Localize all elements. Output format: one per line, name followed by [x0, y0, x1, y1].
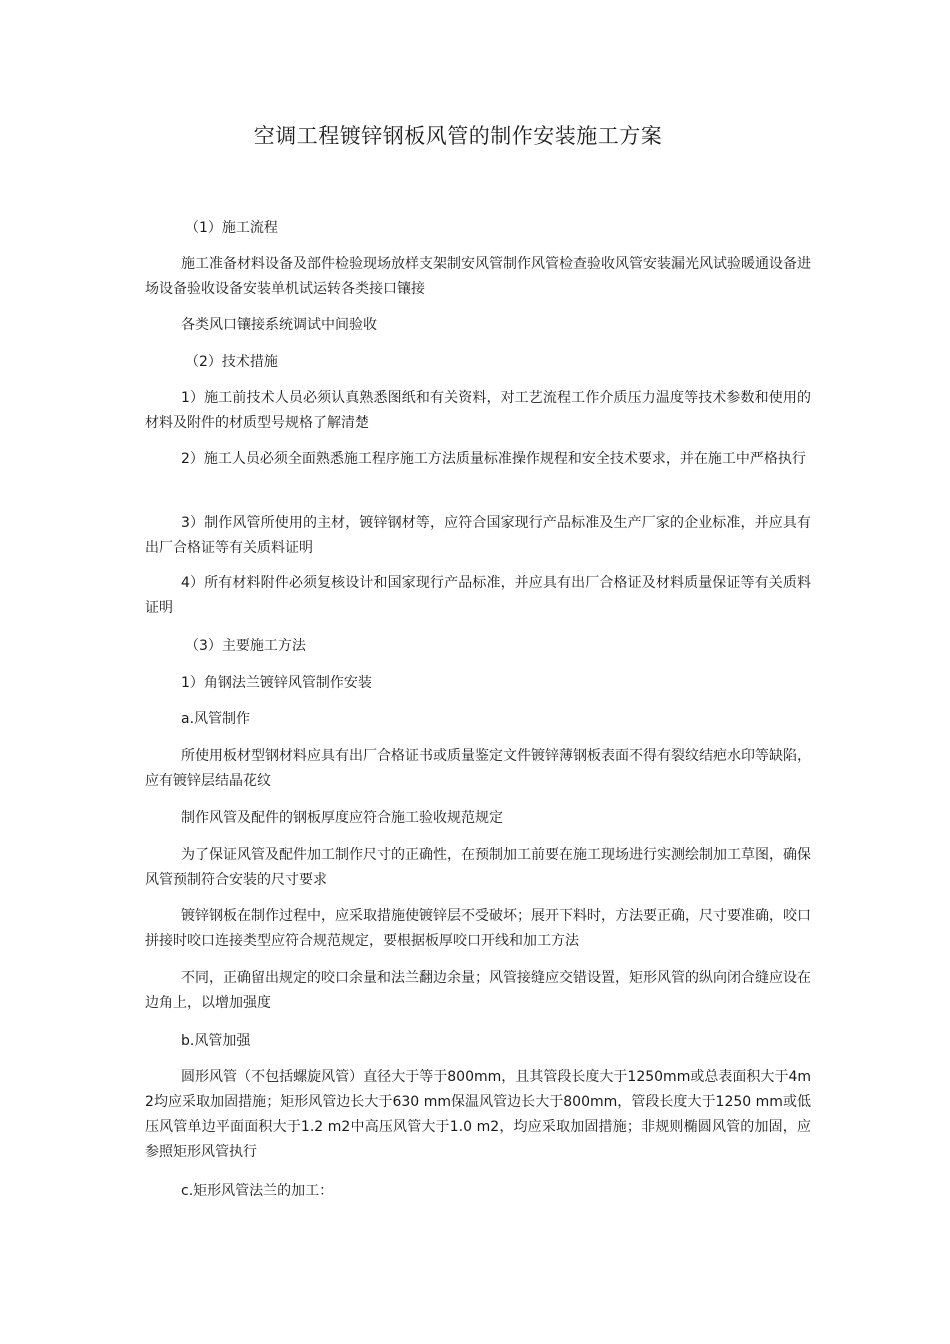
- list-item: 1）施工前技术人员必须认真熟悉图纸和有关资料，对工艺流程工作介质压力温度等技术参数和使用的材料及附件的材质型号规格了解清楚: [145, 390, 811, 431]
- paragraph: 镀锌钢板在制作过程中，应采取措施使镀锌层不受破坏；展开下料时，方法要正确，尺寸要准确，咬口拼接时咬口连接类型应符合规范规定，要根据板厚咬口开线和加工方法: [145, 908, 811, 949]
- section-heading-3: （3）主要施工方法: [185, 638, 306, 654]
- paragraph: 不同，正确留出规定的咬口余量和法兰翻边余量；风管接缝应交错设置，矩形风管的纵向闭合缝应设在边角上，以增加强度: [145, 970, 811, 1011]
- paragraph: 各类风口镶接系统调试中间验收: [181, 317, 377, 333]
- list-item: 4）所有材料附件必须复核设计和国家现行产品标准，并应具有出厂合格证及材料质量保证等有关质料证明: [145, 575, 811, 616]
- paragraph: 圆形风管（不包括螺旋风管）直径大于等于800mm，且其管段长度大于1250mm或总表面积大于4m2均应采取加固措施；矩形风管边长大于630 mm保温风管边长大于800mm，管段长度大于1250 mm或低压风管单边平面面积大于1.2 m2中高压风管大于1.0 m2，均应采取加固措施；非规则椭圆风管的加固，应参照矩形风管执行: [145, 1069, 811, 1160]
- item-heading: a.风管制作: [181, 711, 251, 727]
- item-heading: c.矩形风管法兰的加工：: [181, 1183, 334, 1199]
- paragraph: 所使用板材型钢材料应具有出厂合格证书或质量鉴定文件镀锌薄钢板表面不得有裂纹结疤水印等缺陷，应有镀锌层结晶花纹: [145, 748, 811, 789]
- document-title: 空调工程镀锌钢板风管的制作安装施工方案: [253, 124, 663, 148]
- list-item: 3）制作风管所使用的主材，镀锌钢材等，应符合国家现行产品标准及生产厂家的企业标准，并应具有出厂合格证等有关质料证明: [145, 515, 811, 556]
- subsection-heading: 1）角钢法兰镀锌风管制作安装: [181, 675, 372, 691]
- item-heading: b.风管加强: [181, 1033, 251, 1049]
- paragraph: 为了保证风管及配件加工制作尺寸的正确性，在预制加工前要在施工现场进行实测绘制加工草图，确保风管预制符合安装的尺寸要求: [145, 847, 811, 888]
- section-heading-1: （1）施工流程: [185, 220, 278, 236]
- section-heading-2: （2）技术措施: [185, 354, 278, 370]
- paragraph: 施工准备材料设备及部件检验现场放样支架制安风管制作风管检查验收风管安装漏光风试验暖通设备进场设备验收设备安装单机试运转各类接口镶接: [145, 256, 811, 297]
- list-item: 2）施工人员必须全面熟悉施工程序施工方法质量标准操作规程和安全技术要求，并在施工中严格执行: [181, 451, 806, 467]
- paragraph: 制作风管及配件的钢板厚度应符合施工验收规范规定: [181, 810, 503, 826]
